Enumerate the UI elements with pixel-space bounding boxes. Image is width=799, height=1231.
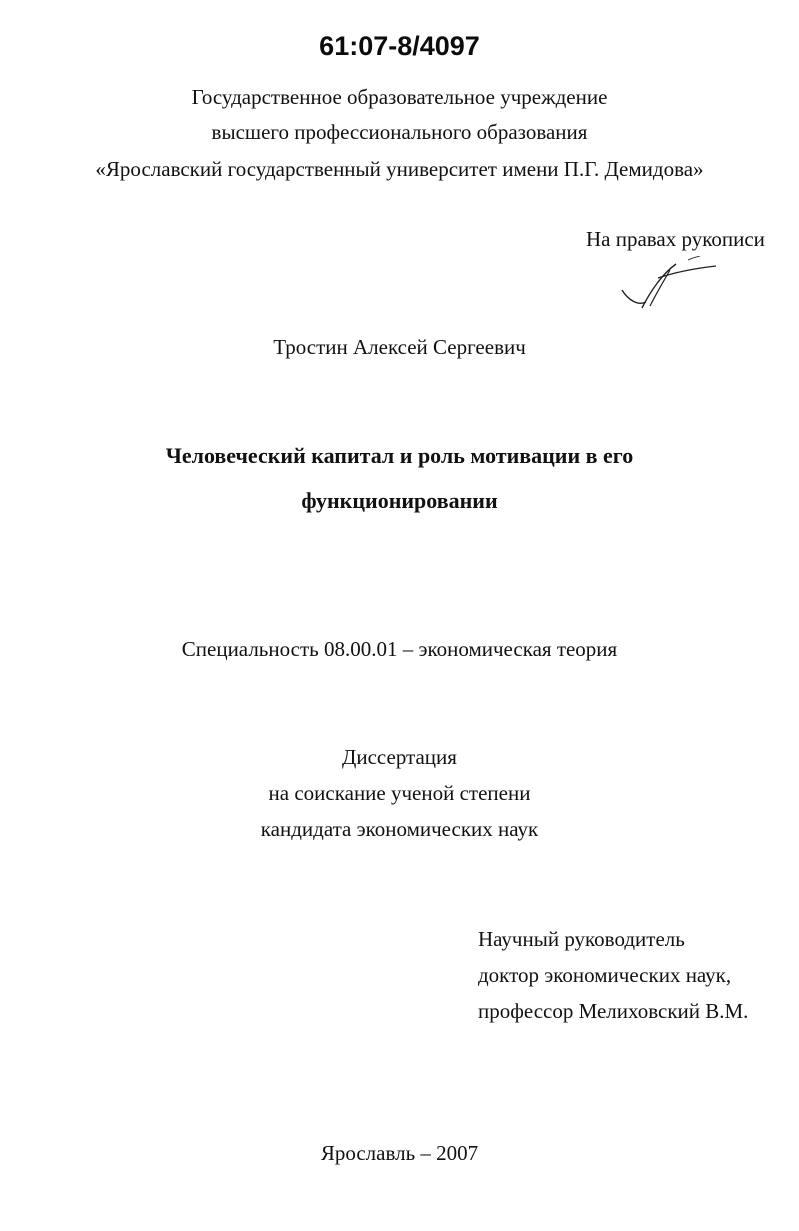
signature-icon	[618, 256, 722, 314]
place-year: Ярославль – 2007	[320, 1141, 479, 1165]
title-line-2: функционировании	[301, 488, 498, 513]
institution-line-1: Государственное образовательное учреждение	[191, 85, 608, 109]
degree-line-1: Диссертация	[342, 745, 457, 769]
catalog-number: 61:07-8/4097	[319, 31, 480, 61]
institution-line-2: высшего профессионального образования	[211, 120, 588, 144]
supervisor-line-1: Научный руководитель	[478, 927, 685, 951]
author-name: Тростин Алексей Сергеевич	[273, 335, 526, 359]
specialty: Специальность 08.00.01 – экономическая теория	[181, 637, 618, 661]
institution-line-3: «Ярославский государственный университет имени П.Г. Демидова»	[95, 157, 704, 181]
supervisor-line-2: доктор экономических наук,	[478, 963, 732, 987]
title-line-1: Человеческий капитал и роль мотивации в его	[165, 443, 634, 468]
supervisor-line-3: профессор Мелиховский В.М.	[478, 999, 749, 1023]
manuscript-note: На правах рукописи	[586, 227, 765, 251]
degree-line-2: на соискание ученой степени	[268, 781, 531, 805]
degree-line-3: кандидата экономических наук	[260, 817, 539, 841]
